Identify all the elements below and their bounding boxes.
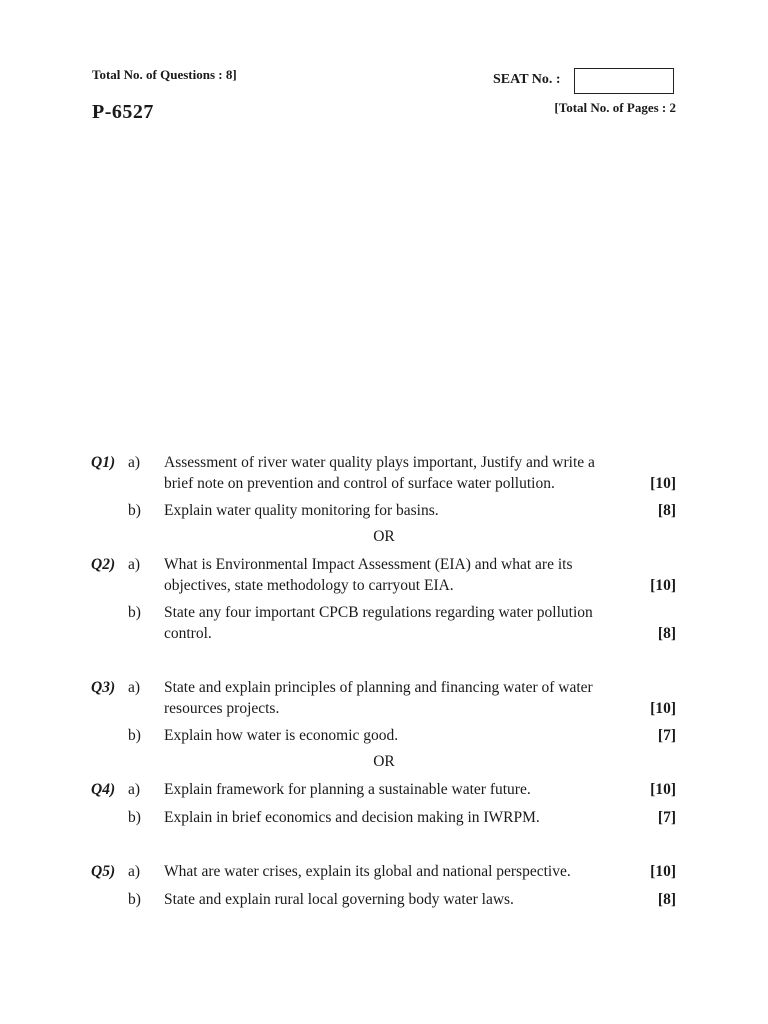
part-label: a) (128, 454, 141, 471)
marks: [10] (650, 863, 676, 880)
total-pages: [Total No. of Pages : 2 (554, 100, 676, 115)
part-label: a) (128, 781, 141, 798)
part-label: b) (128, 727, 141, 744)
question-line: objectives, state methodology to carryout EIA. (164, 576, 454, 594)
part-label: a) (128, 679, 141, 696)
marks: [8] (657, 624, 676, 642)
marks: [7] (657, 727, 676, 744)
question-line: brief note on prevention and control of surface water pollution. (164, 474, 555, 492)
total-questions (92, 67, 237, 83)
marks: [7] (657, 809, 676, 826)
question-number: Q1) (91, 454, 116, 471)
question-number: Q5) (91, 863, 116, 880)
question-line: What are water crises, explain its global and national perspective. (164, 863, 571, 880)
part-label: b) (128, 809, 141, 826)
marks: [10] (650, 699, 676, 717)
marks: [10] (650, 576, 676, 594)
part-label: b) (128, 502, 141, 519)
question-line: What is Environmental Impact Assessment (EIA) and what are its (164, 556, 573, 573)
question-line: State and explain rural local governing body water laws. (164, 891, 514, 908)
part-label: b) (128, 891, 141, 908)
question-line: Explain water quality monitoring for basins. (164, 502, 439, 519)
total-questions-rest: No. of Questions : 8] (123, 67, 237, 82)
seat-label: SEAT No. : (493, 72, 561, 87)
marks: [10] (650, 474, 676, 492)
question-line: Explain in brief economics and decision making in IWRPM. (164, 809, 540, 826)
part-label: a) (128, 556, 141, 573)
question-number: Q2) (91, 556, 116, 573)
marks: [10] (650, 781, 676, 798)
question-number: Q4) (91, 781, 116, 798)
marks: [8] (657, 891, 676, 908)
seat-number-box[interactable] (574, 68, 674, 94)
part-label: a) (128, 863, 141, 880)
question-line: control. (164, 624, 212, 642)
question-line: Explain framework for planning a sustainable water future. (164, 781, 531, 798)
question-line: Assessment of river water quality plays important, Justify and write a (164, 454, 595, 471)
part-label: b) (128, 604, 141, 621)
total-questions-prefix: Total (92, 67, 121, 82)
or-separator: OR (373, 753, 395, 770)
question-line: resources projects. (164, 699, 280, 717)
question-text (164, 453, 676, 494)
paper-code: P-6527 (92, 101, 154, 123)
question-line: State and explain principles of planning and financing water of water (164, 679, 593, 696)
question-line: Explain how water is economic good. (164, 727, 399, 744)
or-separator: OR (373, 528, 395, 545)
question-line: State any four important CPCB regulations regarding water pollution (164, 604, 593, 621)
marks: [8] (657, 502, 676, 519)
question-number: Q3) (91, 679, 116, 696)
